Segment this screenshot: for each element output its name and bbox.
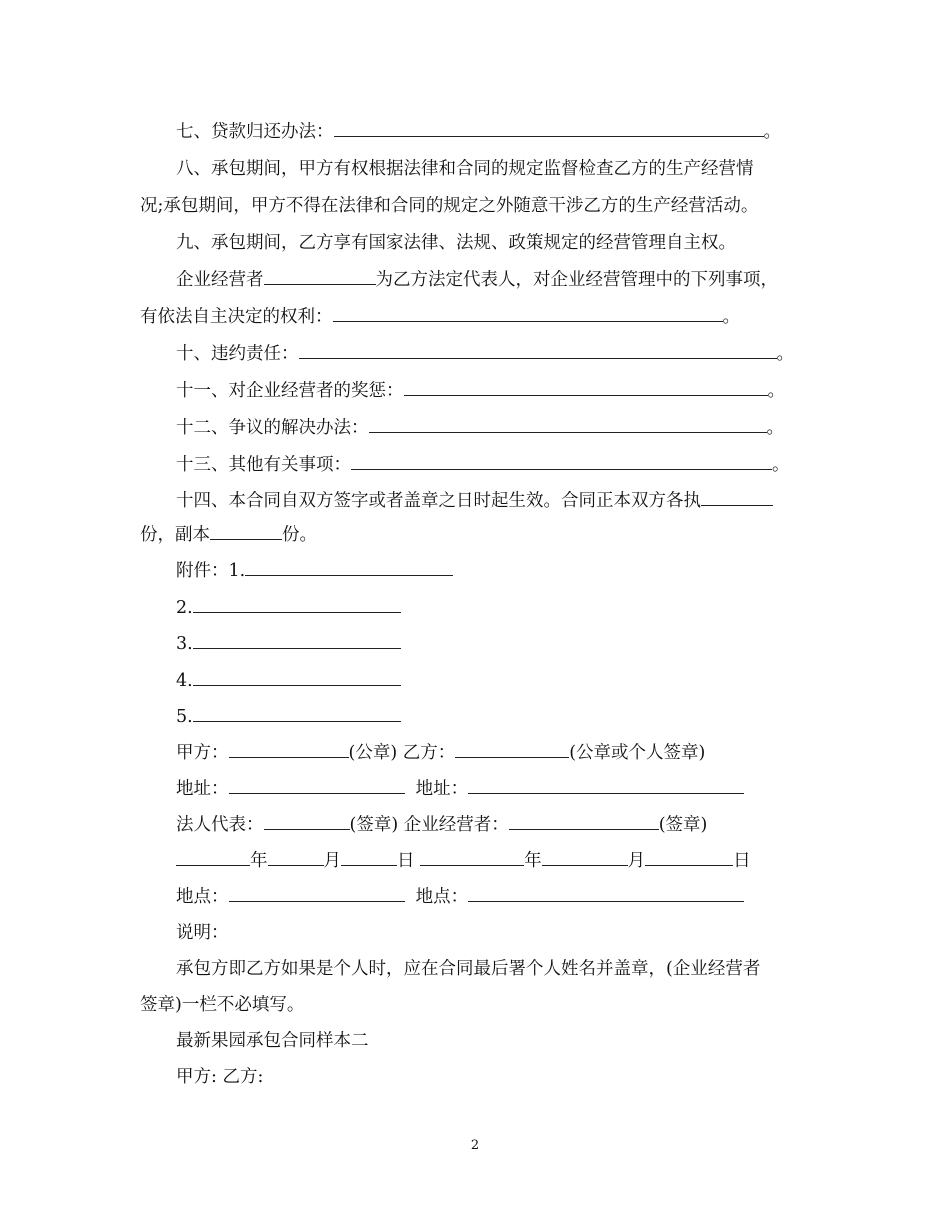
blank-line: [369, 416, 767, 433]
blank-line: [455, 741, 569, 758]
clause-8-line-2: 况;承包期间，甲方不得在法律和合同的规定之外随意干涉乙方的生产经营活动。: [140, 196, 759, 216]
clause-12: 十二、争议的解决办法： 。: [176, 418, 784, 438]
attachment-3: 3.: [176, 632, 401, 656]
blank-line: [404, 379, 768, 396]
blank-line: [542, 849, 628, 866]
clause-10: 十、违约责任： 。: [176, 344, 794, 364]
attachment-1: 附件：1.: [176, 559, 453, 583]
clause-14-line-1: 十四、本合同自双方签字或者盖章之日时起生效。合同正本双方各执: [176, 489, 773, 513]
blank-line: [468, 777, 744, 794]
clause-7: 七、贷款归还办法： 。: [176, 122, 781, 142]
signature-places: 地点： 地点：: [176, 885, 744, 909]
blank-line: [264, 813, 350, 830]
blank-line: [193, 632, 401, 649]
clause-8-line-1: 八、承包期间，甲方有权根据法律和合同的规定监督检查乙方的生产经营情: [176, 159, 754, 179]
signature-parties: 甲方： (公章) 乙方： (公章或个人签章): [176, 743, 706, 763]
clause-14-line-2: 份，副本 份。: [140, 525, 317, 545]
blank-line: [229, 885, 405, 902]
blank-line: [420, 849, 524, 866]
attachment-4: 4.: [176, 669, 401, 693]
signature-dates: 年 月 日 年 月 日: [176, 849, 751, 873]
signature-representatives: 法人代表： (签章) 企业经营者： (签章): [176, 815, 708, 835]
clause-11: 十一、对企业经营者的奖惩： 。: [176, 381, 785, 401]
blank-line: [645, 849, 733, 866]
blank-line: [351, 453, 772, 470]
blank-line: [268, 849, 324, 866]
attachment-2: 2.: [176, 596, 401, 620]
blank-line: [210, 523, 282, 540]
note-line-2: 签章)一栏不必填写。: [140, 995, 305, 1015]
blank-line: [299, 342, 777, 359]
manager-clause-line-2: 有依法自主决定的权利： 。: [140, 307, 740, 327]
clause-7-label: 七、贷款归还办法：: [176, 122, 334, 142]
clause-9: 九、承包期间，乙方享有国家法律、法规、政策规定的经营管理自主权。: [176, 233, 736, 253]
blank-line: [701, 489, 773, 506]
blank-line: [245, 559, 453, 576]
parties-line: 甲方: 乙方:: [176, 1067, 264, 1087]
sample-title: 最新果园承包合同样本二: [176, 1031, 369, 1051]
blank-line: [468, 885, 744, 902]
blank-line: [176, 849, 250, 866]
blank-line: [229, 777, 405, 794]
blank-line: [193, 596, 401, 613]
page-number: 2: [470, 1138, 480, 1153]
blank-line: [193, 669, 401, 686]
attachment-5: 5.: [176, 705, 401, 729]
manager-clause-line-1: 企业经营者 为乙方法定代表人，对企业经营管理中的下列事项，: [176, 270, 778, 290]
blank-line: [334, 120, 764, 137]
blank-line: [341, 849, 397, 866]
blank-line: [264, 268, 376, 285]
blank-line: [509, 813, 659, 830]
blank-line: [229, 741, 349, 758]
clause-13: 十三、其他有关事项： 。: [176, 455, 790, 475]
blank-line: [193, 705, 401, 722]
note-line-1: 承包方即乙方如果是个人时，应在合同最后署个人姓名并盖章，(企业经营者: [176, 959, 761, 979]
note-title: 说明：: [176, 923, 229, 943]
signature-addresses: 地址： 地址：: [176, 777, 744, 801]
blank-line: [333, 305, 723, 322]
